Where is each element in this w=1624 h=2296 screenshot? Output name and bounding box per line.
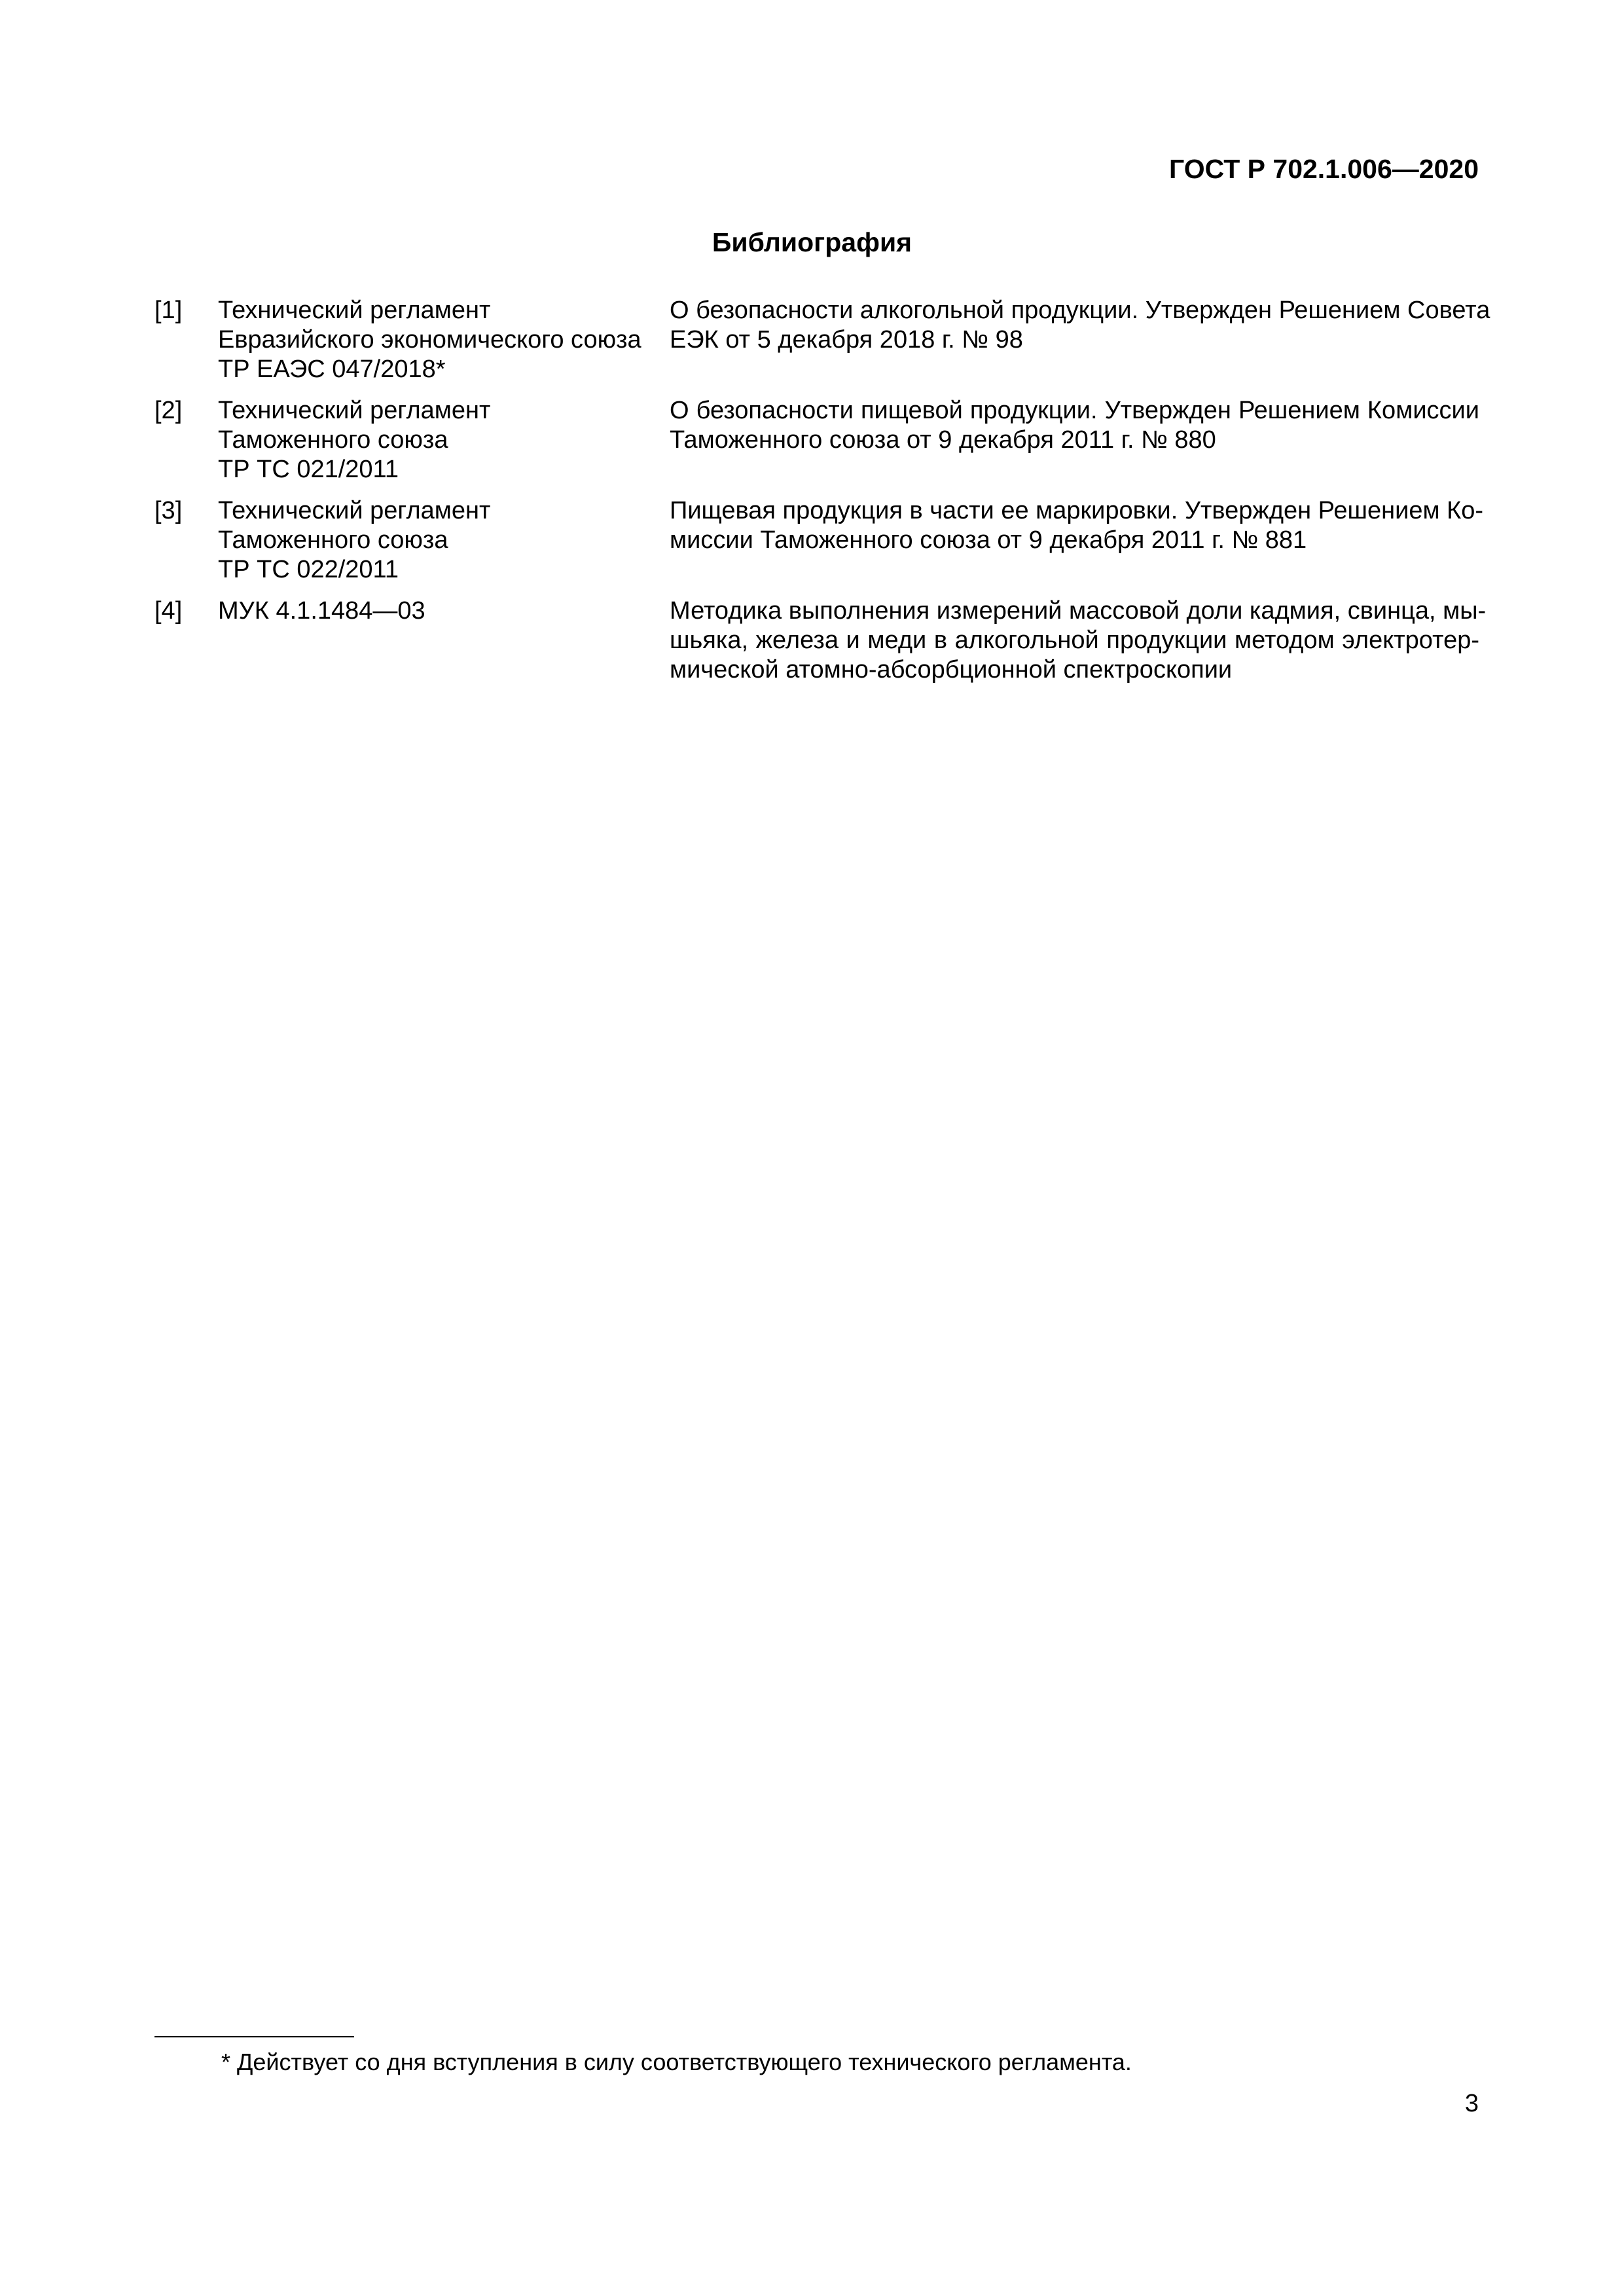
entry-description-line: миссии Таможенного союза от 9 декабря 2011 г. № 881: [670, 526, 1307, 554]
entry-document-line: ТР ТС 021/2011: [218, 456, 399, 483]
entry-document-line: Технический регламент: [218, 397, 491, 424]
entry-document-line: Евразийского экономического союза: [218, 326, 641, 354]
entry-number: [4]: [154, 597, 183, 625]
entry-document: [218, 496, 670, 585]
entry-document-line: Таможенного союза: [218, 526, 448, 554]
entry-document-line: МУК 4.1.1484—03: [218, 597, 425, 625]
entry-description-line: шьяка, железа и меди в алкогольной продукции методом электротер-: [670, 627, 1479, 654]
document-code: ГОСТ Р 702.1.006—2020: [1169, 154, 1479, 184]
bibliography-list: [154, 296, 1490, 697]
bibliography-entry: [154, 496, 1484, 585]
entry-description-line: Пищевая продукция в части ее маркировки. Утвержден Решением Ко-: [670, 497, 1484, 524]
footnote-divider: [154, 2036, 354, 2037]
entry-document: [218, 596, 670, 685]
entry-description: [670, 596, 1487, 685]
bibliography-entry: [154, 596, 1487, 685]
entry-document-line: Технический регламент: [218, 497, 491, 524]
bibliography-entry: [154, 296, 1490, 384]
entry-number: [2]: [154, 397, 183, 424]
entry-description-line: мической атомно-абсорбционной спектроскопии: [670, 656, 1233, 683]
entry-document: [218, 296, 670, 384]
entry-description-line: О безопасности пищевой продукции. Утвержден Решением Комиссии: [670, 397, 1479, 424]
entry-description-line: ЕЭК от 5 декабря 2018 г. № 98: [670, 326, 1023, 354]
page-number: 3: [1464, 2090, 1479, 2117]
entry-description-line: Методика выполнения измерений массовой доли кадмия, свинца, мы-: [670, 597, 1487, 625]
entry-description-line: О безопасности алкогольной продукции. Утвержден Решением Совета: [670, 297, 1490, 324]
entry-description-line: Таможенного союза от 9 декабря 2011 г. № 880: [670, 426, 1216, 454]
entry-number: [3]: [154, 497, 183, 524]
entry-document: [218, 396, 670, 484]
entry-document-line: Технический регламент: [218, 297, 491, 324]
section-title: Библиография: [712, 227, 912, 257]
entry-description: [670, 396, 1479, 484]
entry-number: [1]: [154, 297, 183, 324]
entry-description: [670, 296, 1490, 384]
bibliography-entry: [154, 396, 1479, 484]
footnote: * Действует со дня вступления в силу соответствующего технического регламента.: [221, 2049, 1132, 2075]
entry-document-line: ТР ЕАЭС 047/2018*: [218, 355, 446, 383]
entry-document-line: ТР ТС 022/2011: [218, 556, 399, 583]
entry-description: [670, 496, 1484, 585]
entry-document-line: Таможенного союза: [218, 426, 448, 454]
